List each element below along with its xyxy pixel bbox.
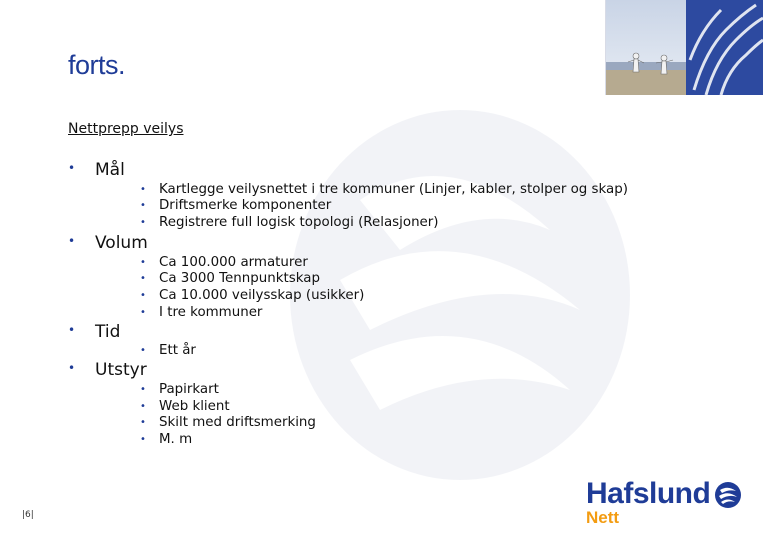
bullet-icon: •	[140, 217, 146, 228]
list-item: • Kartlegge veilysnettet i tre kommuner (Linjer, kabler, stolper og skap)	[140, 182, 628, 197]
brand-name: Hafslund	[586, 477, 711, 510]
list-item: • Ca 3000 Tennpunktskap	[140, 271, 320, 286]
bullet-icon: •	[68, 161, 76, 175]
list-item: • Papirkart	[140, 382, 219, 397]
bullet-icon: •	[140, 184, 146, 195]
section-heading: • Volum	[68, 233, 148, 253]
list-item: • M. m	[140, 432, 193, 447]
list-item: • Skilt med driftsmerking	[140, 415, 316, 430]
list-item: • Ett år	[140, 343, 196, 358]
bullet-icon: •	[68, 361, 76, 375]
hafslund-swirl-icon	[714, 481, 742, 509]
bullet-icon: •	[140, 384, 146, 395]
brand-logo	[586, 476, 746, 528]
list-item: • Ca 10.000 veilysskap (usikker)	[140, 288, 365, 303]
bullet-icon: •	[140, 290, 146, 301]
bullet-icon: •	[140, 401, 146, 412]
bullet-icon: •	[140, 345, 146, 356]
bullet-icon: •	[140, 257, 146, 268]
list-item: • Registrere full logisk topologi (Relasjoner)	[140, 215, 439, 230]
section-heading: • Utstyr	[68, 360, 147, 380]
header-photo	[605, 0, 763, 95]
slide-subtitle: Nettprepp veilys	[68, 121, 184, 137]
bullet-icon: •	[140, 273, 146, 284]
page-number: |6|	[22, 510, 34, 520]
list-item: • Driftsmerke komponenter	[140, 198, 332, 213]
section-heading: • Tid	[68, 322, 121, 342]
slide-title: forts.	[68, 50, 126, 80]
section-heading: • Mål	[68, 160, 125, 180]
brand-sub: Nett	[586, 508, 620, 527]
bullet-icon: •	[68, 323, 76, 337]
bullet-icon: •	[140, 417, 146, 428]
bullet-icon: •	[140, 200, 146, 211]
bullet-icon: •	[140, 307, 146, 318]
list-item: • Web klient	[140, 399, 230, 414]
list-item: • Ca 100.000 armaturer	[140, 255, 308, 270]
bullet-icon: •	[68, 234, 76, 248]
list-item: • I tre kommuner	[140, 305, 263, 320]
bullet-icon: •	[140, 434, 146, 445]
